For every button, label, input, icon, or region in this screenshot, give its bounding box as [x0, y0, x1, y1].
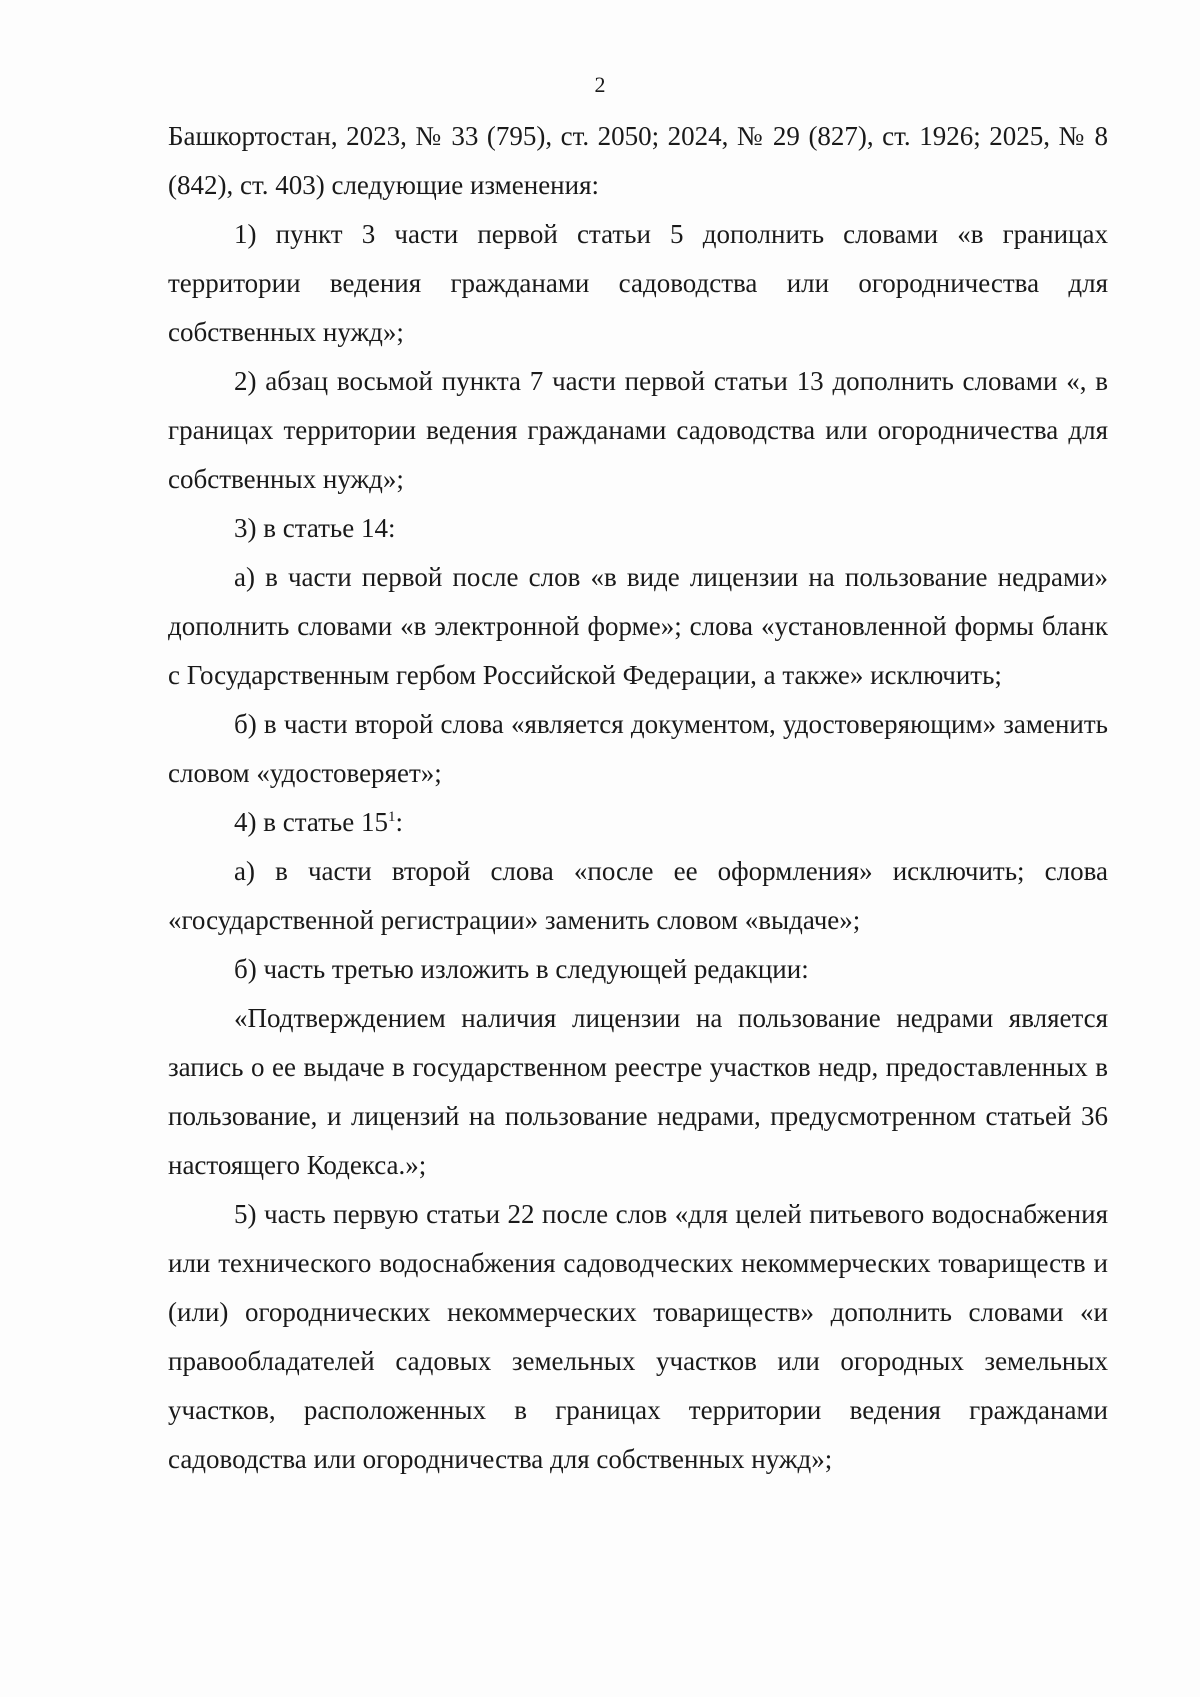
paragraph-item-4a: а) в части второй слова «после ее оформления» исключить; слова «государственной регистрации» заменить словом «выдаче»; [168, 856, 1108, 935]
page-number: 2 [594, 72, 606, 97]
paragraph-item-4 [168, 798, 1108, 847]
paragraph-item-4-text: 4) в статье 15 [234, 807, 388, 837]
document-body [168, 112, 1108, 1484]
paragraph-intro: Башкортостан, 2023, № 33 (795), ст. 2050; 2024, № 29 (827), ст. 1926; 2025, № 8 (842), ст. 403) следующие изменения: [168, 121, 1108, 200]
paragraph-item-1: 1) пункт 3 части первой статьи 5 дополнить словами «в границах территории ведения гражданами садоводства или огородничества для собственных нужд»; [168, 219, 1108, 347]
paragraph-item-5: 5) часть первую статьи 22 после слов «для целей питьевого водоснабжения или технического водоснабжения садоводческих некоммерческих товариществ и (или) огороднических некоммерческих товариществ» дополнить словами «и правообладателей садовых земельных участков или огородных земельных участков, расположенных в границах территории ведения гражданами садоводства или огородничества для собственных нужд»; [168, 1199, 1108, 1474]
paragraph-item-4-colon: : [395, 807, 403, 837]
paragraph-item-3b: б) в части второй слова «является документом, удостоверяющим» заменить словом «удостоверяет»; [168, 709, 1108, 788]
paragraph-quote: «Подтверждением наличия лицензии на пользование недрами является запись о ее выдаче в государственном реестре участков недр, предоставленных в пользование, и лицензий на пользование недрами, предусмотренном статьей 36 настоящего Кодекса.»; [168, 1003, 1108, 1180]
paragraph-item-4b: б) часть третью изложить в следующей редакции: [234, 954, 809, 984]
article-superscript: 1 [387, 809, 396, 825]
paragraph-item-2: 2) абзац восьмой пункта 7 части первой статьи 13 дополнить словами «, в границах территории ведения гражданами садоводства или огородничества для собственных нужд»; [168, 366, 1108, 494]
paragraph-item-3: 3) в статье 14: [234, 513, 396, 543]
paragraph-item-3a: а) в части первой после слов «в виде лицензии на пользование недрами» дополнить словами «в электронной форме»; слова «установленной формы бланк с Государственным гербом Российской Федерации, а также» исключить; [168, 562, 1108, 690]
